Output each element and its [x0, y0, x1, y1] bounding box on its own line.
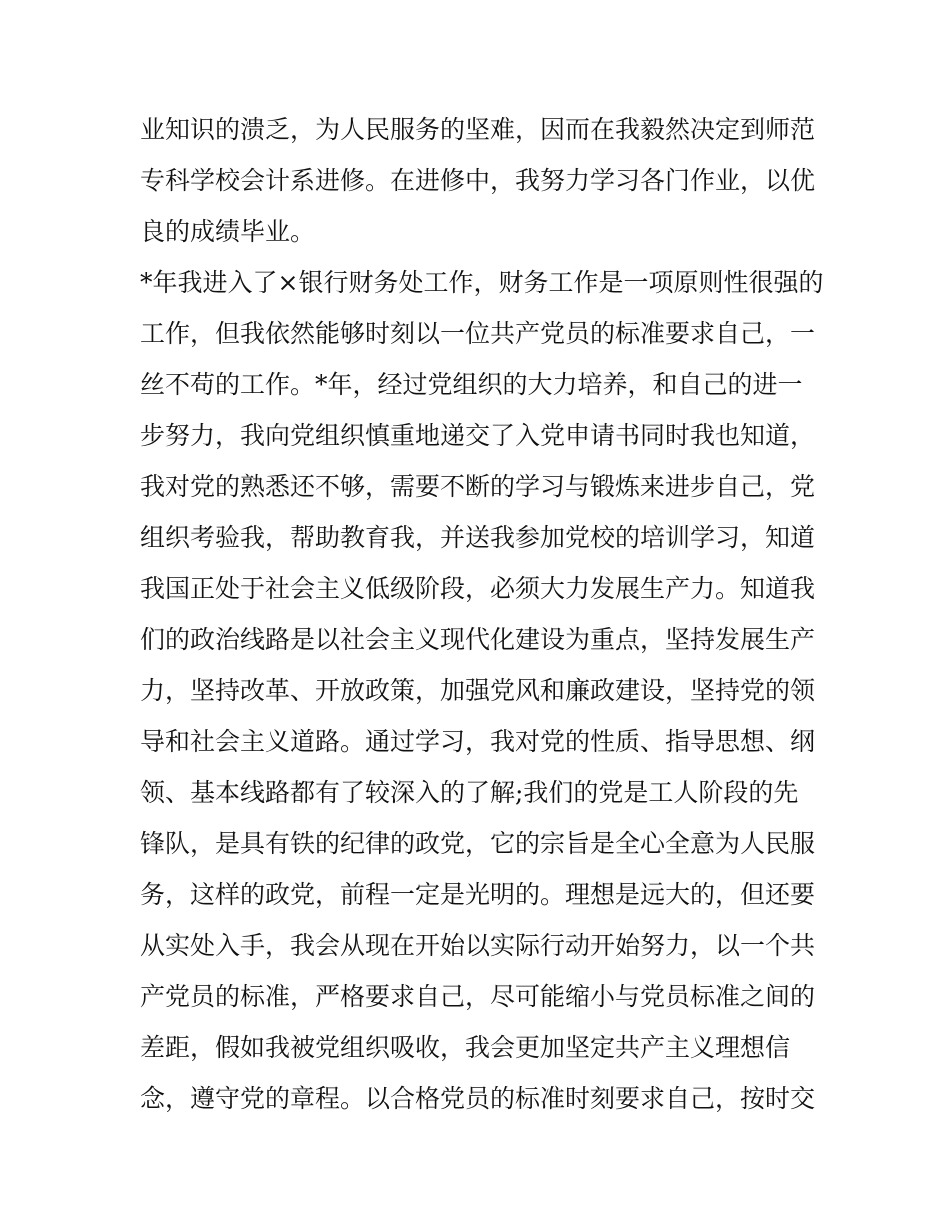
- text-line: 产党员的标准，严格要求自己，尽可能缩小与党员标准之间的: [140, 982, 816, 1011]
- text-line: 步努力，我向党组织慎重地递交了入党申请书同时我也知道，: [140, 421, 816, 450]
- text-line: 差距，假如我被党组织吸收，我会更加坚定共产主义理想信: [140, 1033, 791, 1062]
- text-line: 丝不苟的工作。*年，经过党组织的大力培养，和自己的进一: [140, 370, 803, 399]
- text-line: 力，坚持改革、开放政策，加强党风和廉政建设，坚持党的领: [140, 676, 816, 705]
- text-line: 我对党的熟悉还不够，需要不断的学习与锻炼来进步自己，党: [140, 472, 816, 501]
- text-line: 工作，但我依然能够时刻以一位共产党员的标准要求自己，一: [140, 319, 816, 348]
- text-line: 念，遵守党的章程。以合格党员的标准时刻要求自己，按时交: [140, 1084, 816, 1113]
- text-line: 导和社会主义道路。通过学习，我对党的性质、指导思想、纲: [140, 727, 816, 756]
- body-text: [140, 104, 824, 1124]
- text-line: 专科学校会计系进修。在进修中，我努力学习各门作业，以优: [140, 166, 816, 195]
- text-line: *年我进入了×银行财务处工作，财务工作是一项原则性很强的: [140, 268, 824, 297]
- text-line: 我国正处于社会主义低级阶段，必须大力发展生产力。知道我: [140, 574, 816, 603]
- text-line: 锋队，是具有铁的纪律的政党，它的宗旨是全心全意为人民服: [140, 829, 816, 858]
- text-line: 业知识的溃乏，为人民服务的坚难，因而在我毅然决定到师范: [140, 115, 816, 144]
- text-line: 们的政治线路是以社会主义现代化建设为重点，坚持发展生产: [140, 625, 816, 654]
- text-line: 从实处入手，我会从现在开始以实际行动开始努力，以一个共: [140, 931, 816, 960]
- text-line: 领、基本线路都有了较深入的了解;我们的党是工人阶段的先: [140, 778, 799, 807]
- text-line: 务，这样的政党，前程一定是光明的。理想是远大的，但还要: [140, 880, 816, 909]
- text-line: 组织考验我，帮助教育我，并送我参加党校的培训学习，知道: [140, 523, 816, 552]
- text-line: 良的成绩毕业。: [140, 217, 316, 246]
